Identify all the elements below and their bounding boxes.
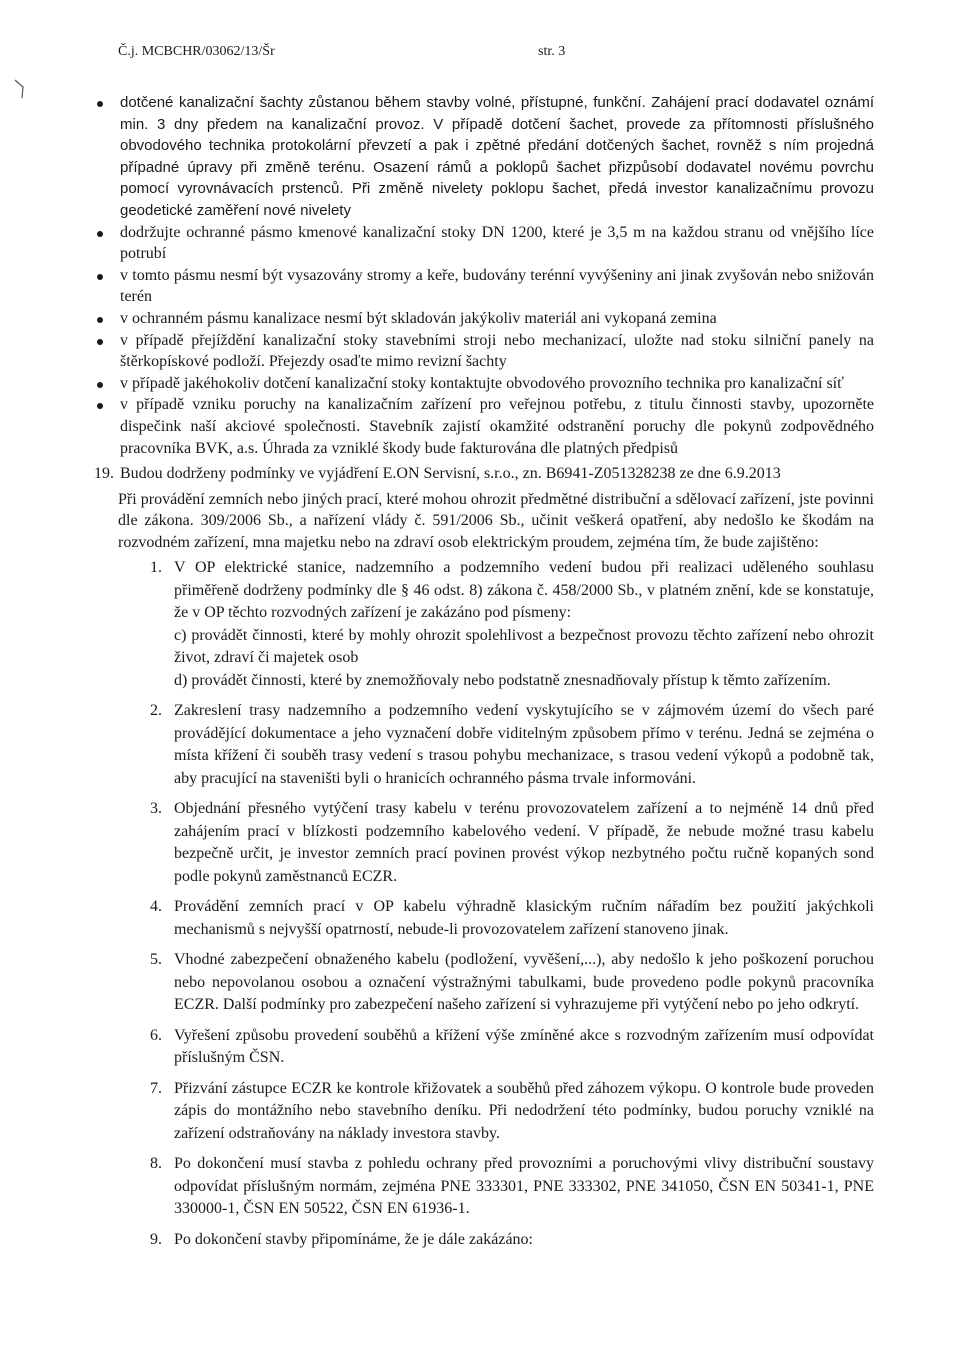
list-item: 4. Provádění zemních prací v OP kabelu výhradně klasickým ručním nářadím bez použití jakýchkoli mechanismů s nejvyšší opatrností, nebude-li provozovatelem zařízení stanoveno jinak.	[150, 898, 874, 938]
reference-number: Č.j. MCBCHR/03062/13/Šr	[118, 44, 275, 59]
bullet-item: v případě přejíždění kanalizační stoky stavebními stroji nebo mechanizací, uložte nad stoku silniční panely na štěrkopískové podloží. Přejezdy osaďte mimo revizní šachty	[94, 330, 874, 373]
document-body	[94, 92, 874, 1259]
bullet-icon	[97, 382, 103, 388]
condition-title: Budou dodrženy podmínky ve vyjádření E.ON Servisní, s.r.o., zn. B6941-Z051328238 ze dne 6.9.2013	[120, 465, 781, 483]
bullet-item: v tomto pásmu nesmí být vysazovány stromy a keře, budovány terénní vyvýšeniny ani jinak zvyšován nebo snižován terén	[94, 265, 874, 308]
bullet-item: v ochranném pásmu kanalizace nesmí být skladován jakýkoliv materiál ani vykopaná zemina	[94, 308, 874, 330]
bullet-item: v případě jakéhokoliv dotčení kanalizační stoky kontaktujte obvodového provozního technika pro kanalizační síť	[94, 373, 874, 395]
bullet-icon	[97, 101, 103, 107]
bullet-icon	[97, 339, 103, 345]
numbered-list	[94, 557, 874, 1251]
sub-item-d: d) provádět činnosti, které by znemožňovaly nebo podstatně znesnadňovaly přístup k těmto zařízením.	[174, 671, 831, 689]
list-item: 2. Zakreslení trasy nadzemního a podzemního vedení vyskytujícího se v zájmovém území do všech paré provádějící dokumentace a jeho vyznačení dobře viditelným způsobem přímo v terénu. Jedná se zejména o místa křížení či souběh trasy vedení s trasou pohybu mechanizace, s trasou vedení výkopů a podobně tak, aby pracující na staveništi byli o hranicích ochranného pásma trvale informováni.	[150, 702, 874, 787]
margin-mark	[14, 78, 26, 100]
list-item: 3. Objednání přesného vytýčení trasy kabelu v terénu provozovatelem zařízení a to nejméně 14 dnů před zahájením prací v blízkosti podzemního kabelového vedení. V případě, že nebude možné trasu kabelu bezpečně určit, je investor zemních prací povinen provést výkop nezbytného počtu ručně kopaných sond podle pokynů zaměstnanců ECZR.	[150, 800, 874, 885]
list-item: 5. Vhodné zabezpečení obnaženého kabelu (podložení, vyvěšení,...), aby nedošlo k jeho poškození poruchou nebo nepovolanou osobou a označení výstražnými tabulkami, bude provedeno podle pokynů pracovníka ECZR. Další podmínky pro zabezpečení našeho zařízení si vyhrazujeme při vytýčení nebo po jeho odkrytí.	[150, 951, 874, 1014]
list-item: 7. Přizvání zástupce ECZR ke kontrole křižovatek a souběhů před záhozem výkopu. O kontrole bude proveden zápis do montážního nebo stavebního deníku. Při nedodržení této podmínky, budou poruchy vzniklé na zařízení odstraňovány na náklady investora stavby.	[150, 1079, 874, 1142]
list-item: 1. V OP elektrické stanice, nadzemního a podzemního vedení budou při realizaci uděleného souhlasu přiměřeně dodrženy podmínky dle § 46 odst. 8) zákona č. 458/2000 Sb., v platném znění, kde se konstatuje, že v OP těchto rozvodných zařízení je zakázáno pod písmeny: c) provádět činnosti, které by mohly ohrozit spolehlivost a bezpečnost provozu těchto zařízení nebo ohrozit život, zdraví či majetek osob d) provádět činnosti, které by znemožňovaly nebo podstatně znesnadňovaly přístup k těmto zařízením.	[94, 557, 874, 692]
bullet-icon	[97, 317, 103, 323]
bullet-item: dotčené kanalizační šachty zůstanou během stavby volné, přístupné, funkční. Zahájení prací dodavatel oznámí min. 3 dny předem na kanalizační provoz. V případě dotčení šachet, provede za přítomnosti příslušného obvodového technika protokolární převzetí a pak i zpětné předání dotčených šachet, rovněž s ním projedná případné úpravy při změně terénu. Osazení rámů a poklopů šachet přizpůsobí dodavatel novému povrchu pomocí vyrovnávacích prstenců. Při změně nivelety poklopu šachet, předá investor kanalizačnímu provozu geodetické zaměření nové nivelety	[94, 92, 874, 222]
condition-number: 19.	[94, 465, 114, 483]
condition-19	[94, 463, 874, 485]
sub-item-c: c) provádět činnosti, které by mohly ohrozit spolehlivost a bezpečnost provozu těchto zařízení nebo ohrozit život, zdraví či majetek osob	[174, 626, 874, 667]
bullet-icon	[97, 274, 103, 280]
bullet-item: v případě vzniku poruchy na kanalizačním zařízení pro veřejnou potřebu, z titulu činnosti stavby, upozorněte dispečink naší akciové společnosti. Stavebník zajistí okamžité odstranění poruchy dle pokynů zodpovědného pracovníka BVK, a.s. Úhrada za vzniklé škody bude fakturována dle platných předpisů	[94, 394, 874, 459]
list-item: 6. Vyřešení způsobu provedení souběhů a křížení výše zmíněné akce s rozvodným zařízením musí odpovídat příslušným ČSN.	[150, 1026, 874, 1067]
list-item: 8. Po dokončení musí stavba z pohledu ochrany před provozními a poruchovými vlivy distribuční soustavy odpovídat příslušným normám, zejména PNE 333301, PNE 333302, PNE 341050, ČSN EN 50341-1, PNE 330000-1, ČSN EN 50522, ČSN EN 61936-1.	[150, 1155, 874, 1218]
bullet-icon	[97, 231, 103, 237]
page-number: str. 3	[538, 44, 566, 59]
bullet-icon	[97, 403, 103, 409]
condition-intro: Při provádění zemních nebo jiných prací, které mohou ohrozit předmětné distribuční a sdělovací zařízení, jste povinni dle zákona. 309/2006 Sb., a nařízení vlády č. 591/2006 Sb., učinit veškerá opatření, aby nedošlo ke škodám na rozvodném zařízení, mna majetku nebo na zdraví osob elektrickým proudem, zejména tím, že bude zajištěno:	[118, 490, 874, 551]
list-item: 9. Po dokončení stavby připomínáme, že je dále zakázáno:	[150, 1230, 533, 1248]
bullet-item: dodržujte ochranné pásmo kmenové kanalizační stoky DN 1200, které je 3,5 m na každou stranu od vnějšího líce potrubí	[94, 222, 874, 265]
